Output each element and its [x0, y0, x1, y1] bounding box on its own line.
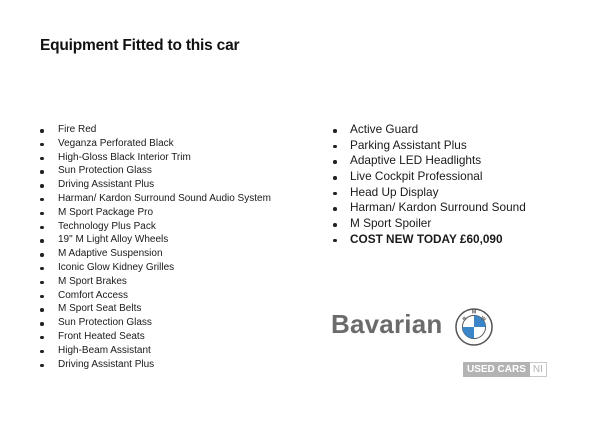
bmw-logo-letter: M — [471, 309, 477, 316]
equipment-item: Technology Plus Pack — [40, 220, 271, 234]
equipment-item: Harman/ Kardon Surround Sound Audio System — [40, 192, 271, 206]
used-cars-badge — [463, 362, 547, 377]
bmw-logo-icon — [455, 308, 493, 346]
equipment-item: Sun Protection Glass — [40, 316, 271, 330]
equipment-item: Driving Assistant Plus — [40, 178, 271, 192]
bmw-logo-letter: B — [461, 315, 469, 323]
equipment-item: M Sport Seat Belts — [40, 302, 271, 316]
equipment-item: Harman/ Kardon Surround Sound — [333, 200, 526, 216]
equipment-item: Adaptive LED Headlights — [333, 153, 526, 169]
page-title: Equipment Fitted to this car — [40, 37, 240, 54]
equipment-item: Parking Assistant Plus — [333, 138, 526, 154]
equipment-item: M Sport Brakes — [40, 275, 271, 289]
equipment-item: Iconic Glow Kidney Grilles — [40, 261, 271, 275]
equipment-list-left — [40, 123, 271, 371]
equipment-item: High-Gloss Black Interior Trim — [40, 151, 271, 165]
equipment-item: M Adaptive Suspension — [40, 247, 271, 261]
equipment-item: Driving Assistant Plus — [40, 358, 271, 372]
equipment-item: Veganza Perforated Black — [40, 137, 271, 151]
equipment-item: Head Up Display — [333, 185, 526, 201]
equipment-item: Live Cockpit Professional — [333, 169, 526, 185]
equipment-item: Comfort Access — [40, 289, 271, 303]
equipment-item: Front Heated Seats — [40, 330, 271, 344]
equipment-item: Sun Protection Glass — [40, 164, 271, 178]
equipment-item: M Sport Package Pro — [40, 206, 271, 220]
equipment-item: M Sport Spoiler — [333, 216, 526, 232]
equipment-item: Active Guard — [333, 122, 526, 138]
equipment-item: High-Beam Assistant — [40, 344, 271, 358]
dealer-logo-text: Bavarian — [331, 309, 443, 339]
cost-new-today: COST NEW TODAY £60,090 — [333, 232, 526, 248]
equipment-list-right — [333, 122, 526, 248]
bmw-logo-letter: W — [479, 315, 487, 324]
equipment-item: Fire Red — [40, 123, 271, 137]
region-label: NI — [530, 362, 547, 377]
equipment-item: 19" M Light Alloy Wheels — [40, 233, 271, 247]
used-cars-label: USED CARS — [463, 362, 530, 377]
